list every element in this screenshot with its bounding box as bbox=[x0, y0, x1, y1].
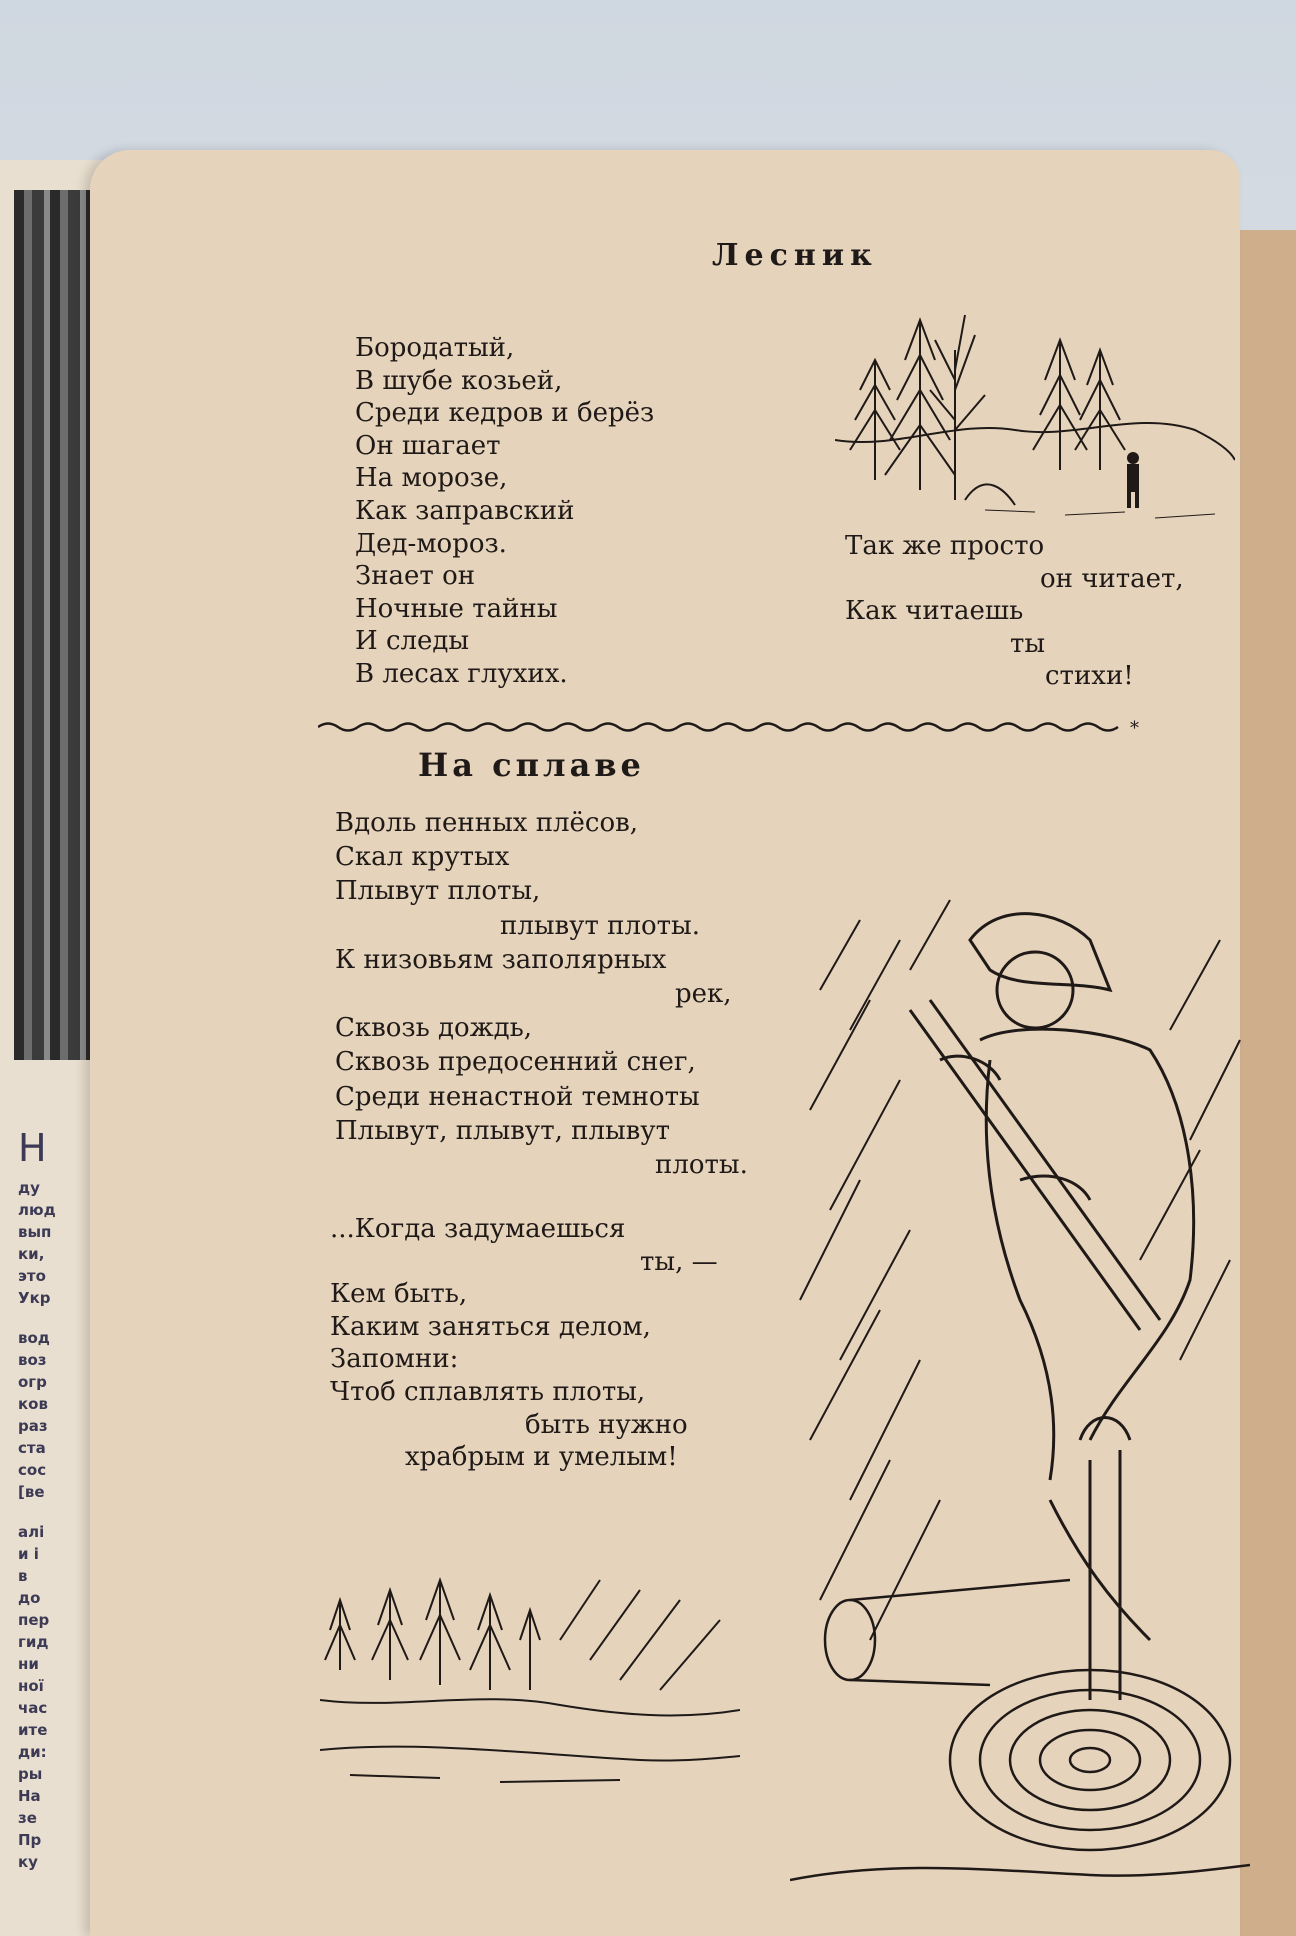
poem-line: быть нужно bbox=[525, 1409, 688, 1440]
poem-line: В шубе козьей, bbox=[355, 365, 563, 396]
side-fragment: люд bbox=[18, 1201, 56, 1219]
poem-line: Сквозь предосенний снег, bbox=[335, 1047, 696, 1078]
poem-line: В лесах глухих. bbox=[355, 658, 568, 689]
poem-line: стихи! bbox=[1045, 661, 1134, 692]
riverbank-forest-illustration bbox=[320, 1560, 740, 1790]
side-fragment: ку bbox=[18, 1853, 38, 1871]
side-fragment: алі bbox=[18, 1523, 45, 1541]
side-fragment: ної bbox=[18, 1677, 44, 1695]
poem-line: он читает, bbox=[1040, 563, 1184, 594]
side-fragment: ду bbox=[18, 1179, 40, 1197]
raftsman-illustration bbox=[790, 880, 1250, 1890]
poem-line: Знает он bbox=[355, 561, 476, 592]
side-fragment: это bbox=[18, 1267, 46, 1285]
side-fragment: ков bbox=[18, 1395, 48, 1413]
poem-line: Вдоль пенных плёсов, bbox=[335, 808, 639, 838]
poem-line: Он шагает bbox=[355, 430, 501, 461]
poem-line: Дед-мороз. bbox=[355, 528, 507, 559]
side-fragment: ди: bbox=[18, 1743, 47, 1761]
poem-line: Чтоб сплавлять плоты, bbox=[330, 1376, 646, 1407]
side-fragment: огр bbox=[18, 1373, 47, 1391]
side-fragment: [ве bbox=[18, 1483, 45, 1501]
poem-line: плоты. bbox=[655, 1150, 748, 1181]
side-page-text bbox=[18, 1125, 78, 1873]
side-fragment: гид bbox=[18, 1633, 49, 1651]
poem-line: Кем быть, bbox=[330, 1279, 468, 1310]
side-fragment: ни bbox=[18, 1655, 39, 1673]
side-fragment: в bbox=[18, 1567, 28, 1585]
section-divider bbox=[318, 712, 1148, 742]
poem-line: Ночные тайны bbox=[355, 593, 558, 624]
poem-line: Как заправский bbox=[355, 495, 575, 526]
side-fragment: час bbox=[18, 1699, 48, 1717]
poem-na-splave-stanza-2 bbox=[330, 1213, 718, 1474]
poem-line: рек, bbox=[675, 979, 732, 1010]
poem-line: Скал крутых bbox=[335, 842, 510, 873]
poem-line: Плывут, плывут, плывут bbox=[335, 1115, 670, 1146]
poem-line: Сквозь дождь, bbox=[335, 1013, 533, 1044]
side-fragment: воз bbox=[18, 1351, 47, 1369]
poem-line: Среди ненастной темноты bbox=[335, 1081, 700, 1112]
poem-lesnik-ending bbox=[845, 530, 1184, 693]
poem-line: Так же просто bbox=[845, 531, 1045, 561]
poem-line: Бородатый, bbox=[355, 333, 515, 363]
forest-illustration bbox=[835, 300, 1235, 530]
poem-line: Запомни: bbox=[330, 1344, 459, 1375]
side-fragment: до bbox=[18, 1589, 41, 1607]
side-fragment: ста bbox=[18, 1439, 46, 1457]
poem-line: Плывут плоты, bbox=[335, 876, 541, 907]
poem-line: ты bbox=[1010, 628, 1046, 659]
poem-title-na-splave: На сплаве bbox=[418, 746, 645, 784]
poem-line: ты, — bbox=[640, 1246, 718, 1277]
poem-line: Среди кедров и берёз bbox=[355, 398, 655, 429]
side-fragment: Укр bbox=[18, 1289, 51, 1307]
side-fragment: сос bbox=[18, 1461, 47, 1479]
poem-line: ...Когда задумаешься bbox=[330, 1214, 626, 1244]
side-fragment: ки, bbox=[18, 1245, 45, 1263]
side-fragment: вып bbox=[18, 1223, 52, 1241]
svg-text:*: * bbox=[1130, 718, 1139, 739]
side-fragment: Пр bbox=[18, 1831, 42, 1849]
poem-line: И следы bbox=[355, 626, 470, 657]
side-fragment: На bbox=[18, 1787, 41, 1805]
poem-title-lesnik: Лесник bbox=[712, 238, 878, 273]
side-fragment: вод bbox=[18, 1329, 50, 1347]
poem-line: Как читаешь bbox=[845, 596, 1024, 627]
side-fragment: зе bbox=[18, 1809, 37, 1827]
poem-line: Каким заняться делом, bbox=[330, 1311, 651, 1342]
poem-line: К низовьям заполярных bbox=[335, 944, 667, 975]
poem-line: плывут плоты. bbox=[500, 910, 700, 941]
side-fragment: пер bbox=[18, 1611, 50, 1629]
poem-lesnik-lines bbox=[355, 332, 654, 691]
poem-line: На морозе, bbox=[355, 463, 508, 494]
side-fragment: раз bbox=[18, 1417, 48, 1435]
poem-line: храбрым и умелым! bbox=[405, 1442, 678, 1473]
side-initial: Н bbox=[18, 1126, 47, 1170]
side-fragment: ры bbox=[18, 1765, 43, 1783]
poem-na-splave-stanza-1 bbox=[335, 806, 748, 1182]
side-fragment: ите bbox=[18, 1721, 48, 1739]
side-fragment: и і bbox=[18, 1545, 39, 1563]
